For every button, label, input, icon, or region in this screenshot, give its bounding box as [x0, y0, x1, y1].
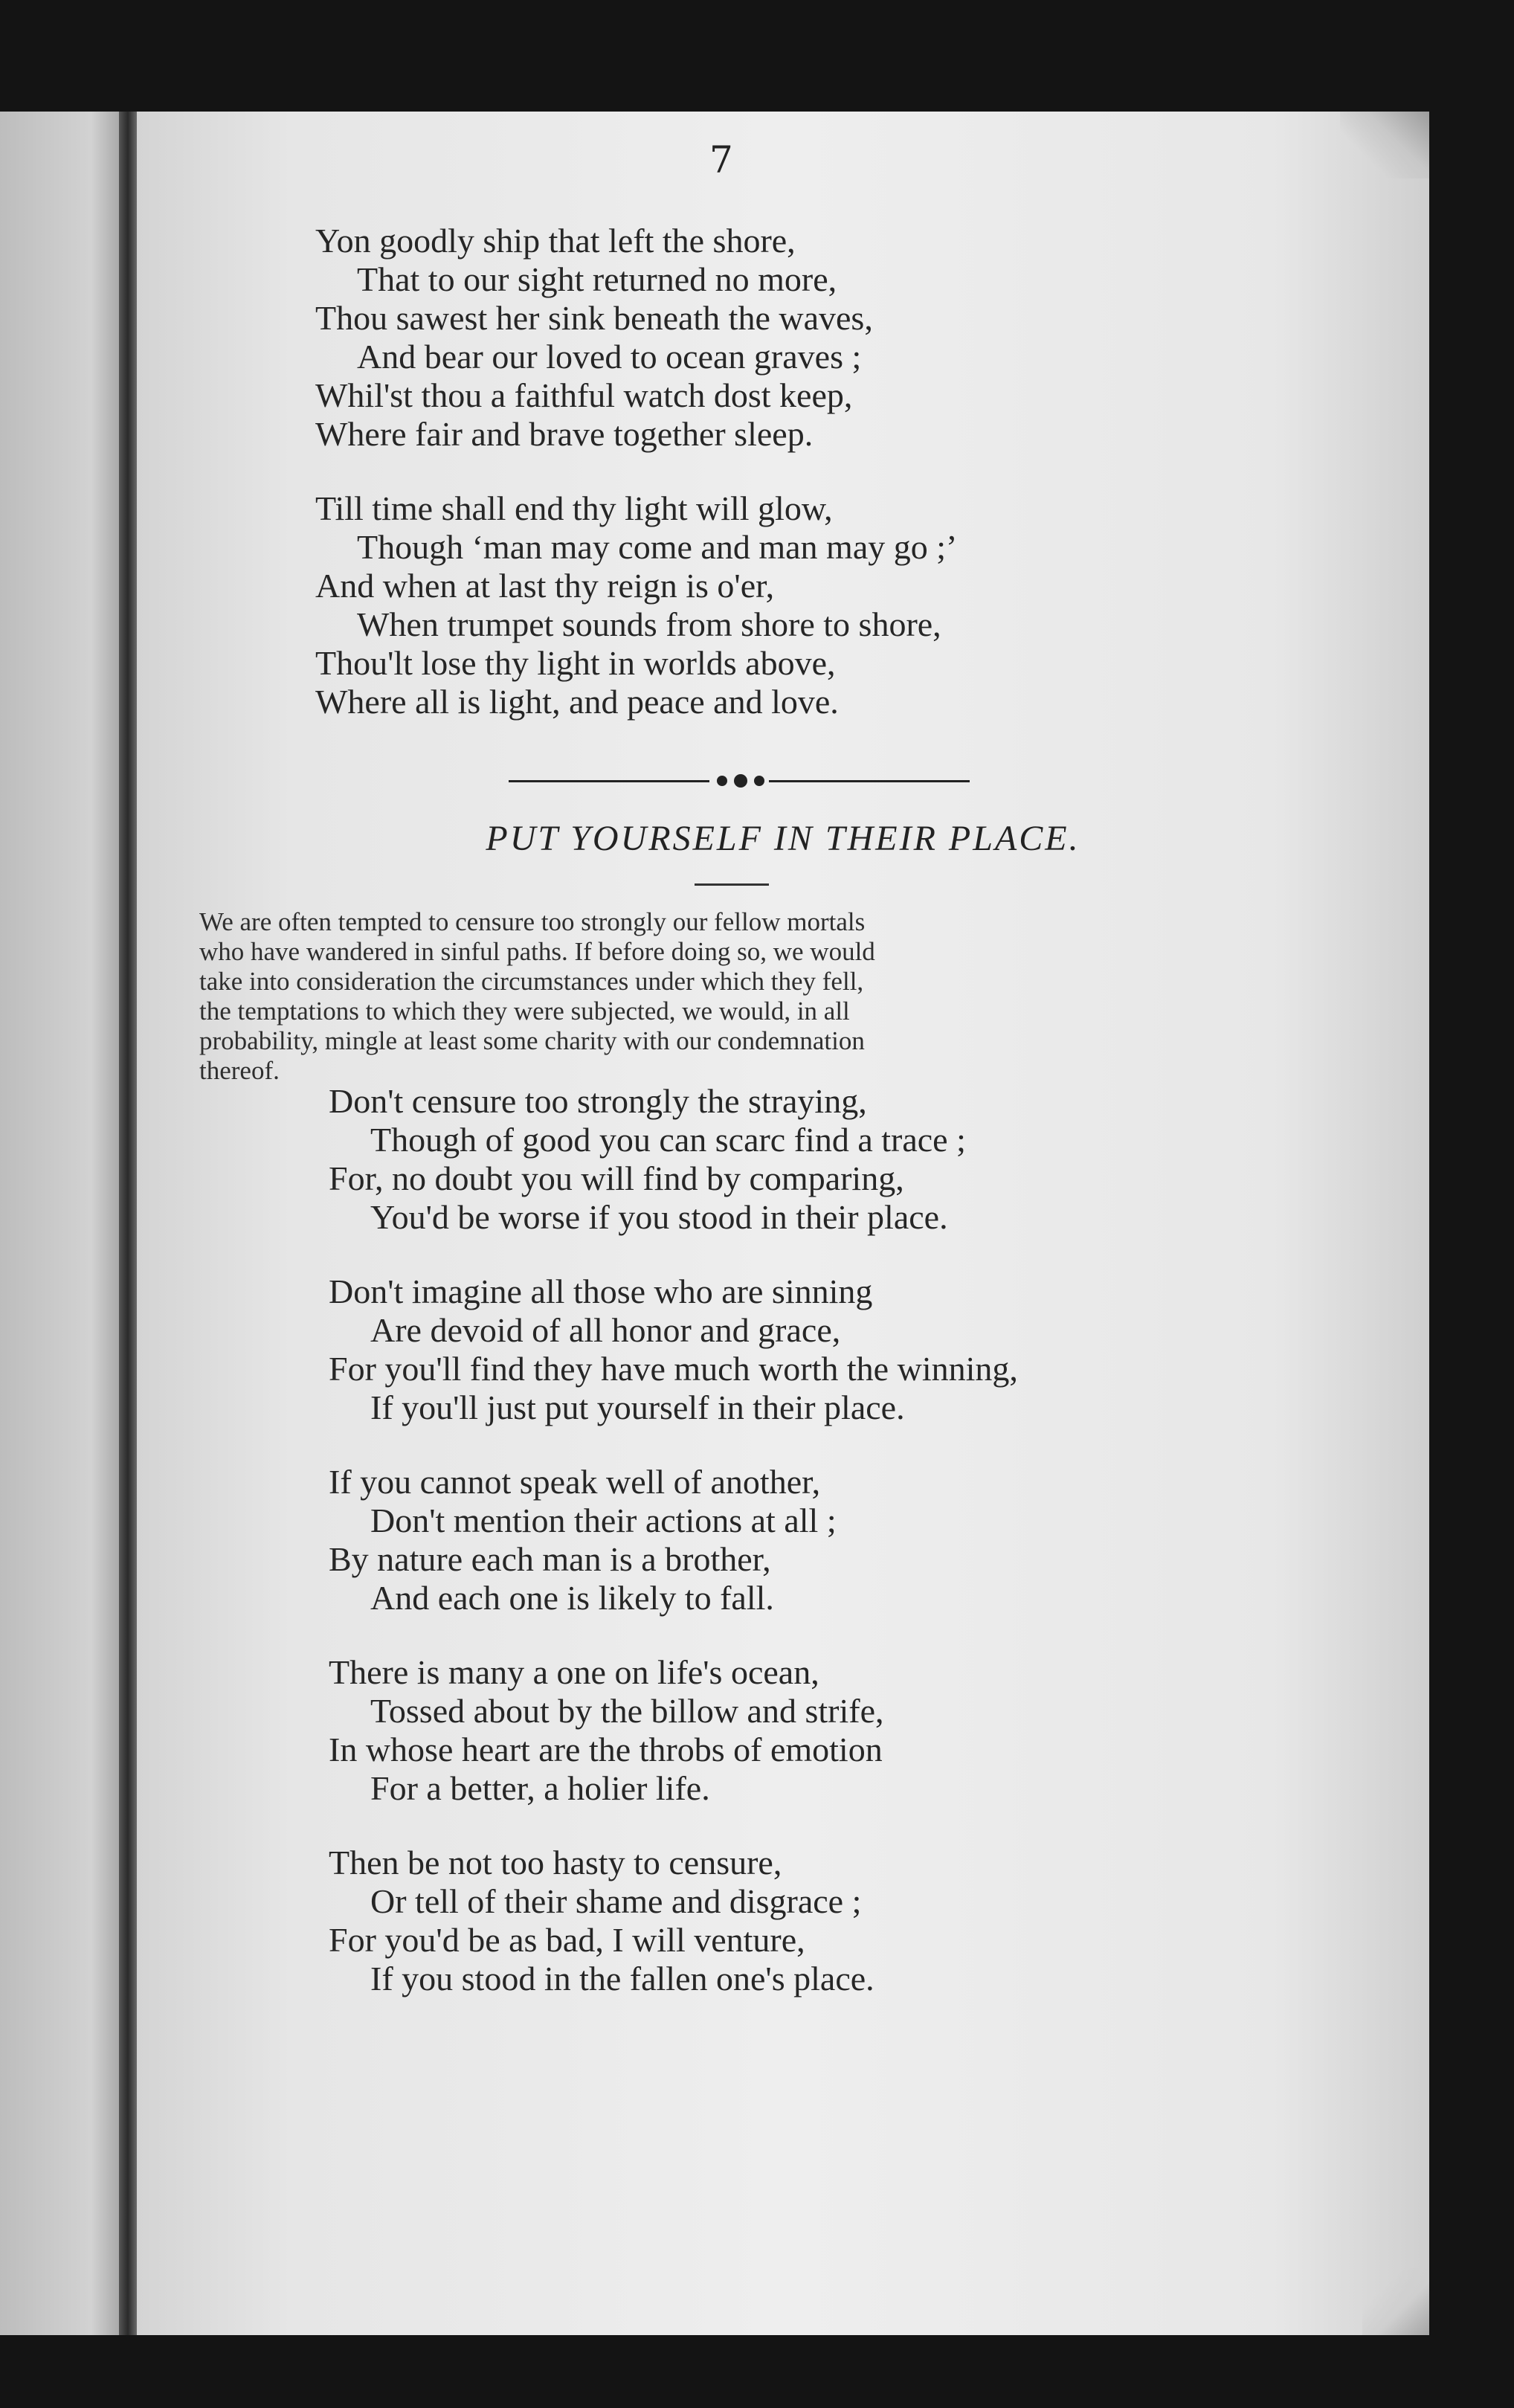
- poem-line: For a better, a holier life.: [370, 1769, 710, 1807]
- poem-line: Though of good you can scarc find a trace ;: [370, 1121, 966, 1159]
- poem-one: [315, 222, 957, 757]
- poem-line: For you'll find they have much worth the winning,: [329, 1350, 1018, 1388]
- intro-line: take into consideration the circumstances under which they fell,: [199, 967, 864, 996]
- poem-line: You'd be worse if you stood in their place.: [370, 1198, 948, 1236]
- poem-line: Don't mention their actions at all ;: [370, 1501, 837, 1539]
- divider-dot: [734, 774, 747, 788]
- poem-line: Whil'st thou a faithful watch dost keep,: [315, 376, 853, 414]
- poem-line: Though ‘man may come and man may go ;’: [357, 528, 958, 566]
- stanza: [329, 1844, 1018, 1998]
- title-underline: [695, 883, 769, 886]
- poem-line: Then be not too hasty to censure,: [329, 1844, 782, 1881]
- poem-line: Yon goodly ship that left the shore,: [315, 222, 796, 260]
- poem-line: And when at last thy reign is o'er,: [315, 567, 775, 605]
- poem-line: Tossed about by the billow and strife,: [370, 1692, 884, 1730]
- section-divider: [509, 773, 970, 788]
- poem-line: Till time shall end thy light will glow,: [315, 489, 833, 527]
- divider-rule-right: [769, 780, 970, 782]
- poem-line: Don't imagine all those who are sinning: [329, 1272, 873, 1310]
- intro-line: probability, mingle at least some charity with our condemnation: [199, 1026, 865, 1055]
- stanza: [329, 1463, 1018, 1617]
- poem-line: If you'll just put yourself in their place.: [370, 1388, 905, 1426]
- divider-rule-left: [509, 780, 709, 782]
- intro-line: who have wandered in sinful paths. If before doing so, we would: [199, 937, 875, 966]
- poem-line: Are devoid of all honor and grace,: [370, 1311, 841, 1349]
- poem-two: [329, 1082, 1018, 2034]
- poem-line: If you stood in the fallen one's place.: [370, 1960, 874, 1997]
- book-spine: [119, 112, 137, 2335]
- poem-line: Thou sawest her sink beneath the waves,: [315, 299, 873, 337]
- page-corner-wear: [1362, 2268, 1429, 2335]
- poem-line: And each one is likely to fall.: [370, 1579, 774, 1617]
- poem-introduction: [199, 907, 1330, 1086]
- poem-line: Where fair and brave together sleep.: [315, 415, 814, 453]
- poem-line: If you cannot speak well of another,: [329, 1463, 821, 1501]
- poem-line: Thou'lt lose thy light in worlds above,: [315, 644, 836, 682]
- poem-line: For you'd be as bad, I will venture,: [329, 1921, 805, 1959]
- divider-dot: [754, 776, 764, 786]
- poem-line: By nature each man is a brother,: [329, 1540, 771, 1578]
- poem-title: PUT YOURSELF IN THEIR PLACE.: [486, 819, 1080, 858]
- intro-line: the temptations to which they were subjected, we would, in all: [199, 997, 850, 1026]
- poem-line: When trumpet sounds from shore to shore,: [357, 605, 941, 643]
- poem-line: There is many a one on life's ocean,: [329, 1653, 819, 1691]
- poem-line: Or tell of their shame and disgrace ;: [370, 1882, 862, 1920]
- stanza: [315, 489, 957, 721]
- intro-line: We are often tempted to censure too strongly our fellow mortals: [199, 907, 866, 936]
- stanza: [315, 222, 957, 454]
- page-number: 7: [709, 138, 733, 181]
- intro-line: thereof.: [199, 1056, 280, 1085]
- poem-line: For, no doubt you will find by comparing,: [329, 1159, 904, 1197]
- facing-page-edge: [0, 112, 130, 2335]
- poem-line: And bear our loved to ocean graves ;: [357, 338, 862, 376]
- divider-dot: [717, 776, 727, 786]
- stanza: [329, 1082, 1018, 1237]
- poem-line: That to our sight returned no more,: [357, 260, 837, 298]
- poem-line: Don't censure too strongly the straying,: [329, 1082, 867, 1120]
- stanza: [329, 1653, 1018, 1808]
- stanza: [329, 1272, 1018, 1427]
- poem-line: In whose heart are the throbs of emotion: [329, 1731, 883, 1768]
- poem-line: Where all is light, and peace and love.: [315, 683, 839, 721]
- book-page: [137, 112, 1429, 2335]
